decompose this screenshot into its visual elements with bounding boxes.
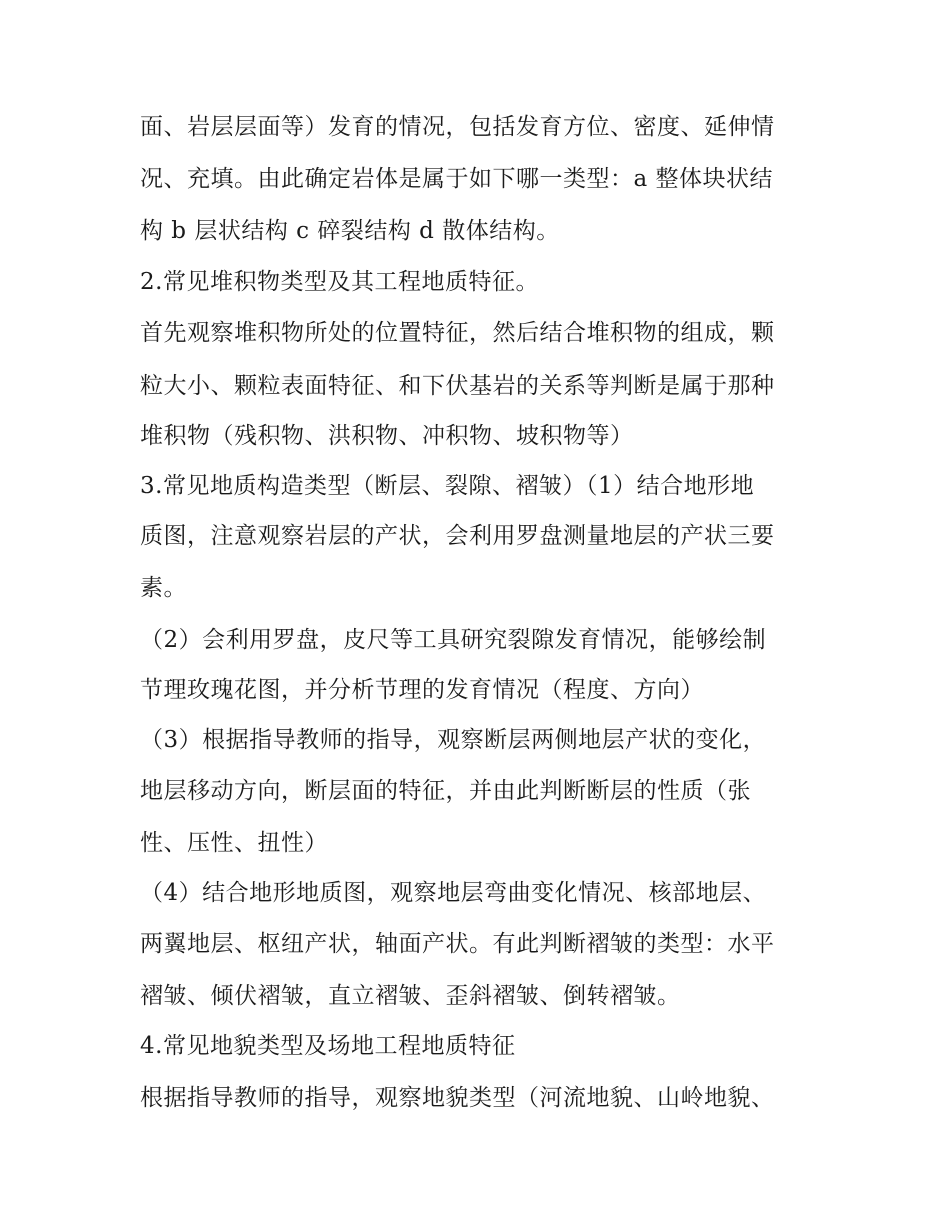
text-line: 地层移动方向，断层面的特征，并由此判断断层的性质（张 <box>140 778 751 804</box>
text-line: 褶皱、倾伏褶皱，直立褶皱、歪斜褶皱、倒转褶皱。 <box>140 983 681 1009</box>
section-heading: 4.常见地貌类型及场地工程地质特征 <box>140 1033 516 1059</box>
text-line: 两翼地层、枢纽产状，轴面产状。有此判断褶皱的类型：水平 <box>140 931 775 957</box>
text-line: 况、充填。由此确定岩体是属于如下哪一类型：a 整体块状结 <box>140 166 774 192</box>
text-line: 质图，注意观察岩层的产状，会利用罗盘测量地层的产状三要 <box>140 523 775 549</box>
text-line: 根据指导教师的指导，观察地貌类型（河流地貌、山岭地貌、 <box>140 1085 775 1111</box>
text-line: （2）会利用罗盘，皮尺等工具研究裂隙发育情况，能够绘制 <box>140 627 767 653</box>
text-line: 堆积物（残积物、洪积物、冲积物、坡积物等） <box>140 423 634 449</box>
text-line: 构 b 层状结构 c 碎裂结构 d 散体结构。 <box>140 218 560 244</box>
text-line: （4）结合地形地质图，观察地层弯曲变化情况、核部地层、 <box>140 880 767 906</box>
text-line: 性、压性、扭性） <box>140 830 328 856</box>
text-line: 粒大小、颗粒表面特征、和下伏基岩的关系等判断是属于那种 <box>140 373 775 399</box>
section-heading: 3.常见地质构造类型（断层、裂隙、褶皱）（1）结合地形地 <box>140 473 755 499</box>
text-line: 节理玫瑰花图，并分析节理的发育情况（程度、方向） <box>140 677 704 703</box>
text-line: 首先观察堆积物所处的位置特征，然后结合堆积物的组成，颗 <box>140 320 775 346</box>
text-line: 素。 <box>140 575 187 601</box>
section-heading: 2.常见堆积物类型及其工程地质特征。 <box>140 269 539 295</box>
text-line: 面、岩层层面等）发育的情况，包括发育方位、密度、延伸情 <box>140 114 775 140</box>
text-line: （3）根据指导教师的指导，观察断层两侧地层产状的变化， <box>140 727 767 753</box>
